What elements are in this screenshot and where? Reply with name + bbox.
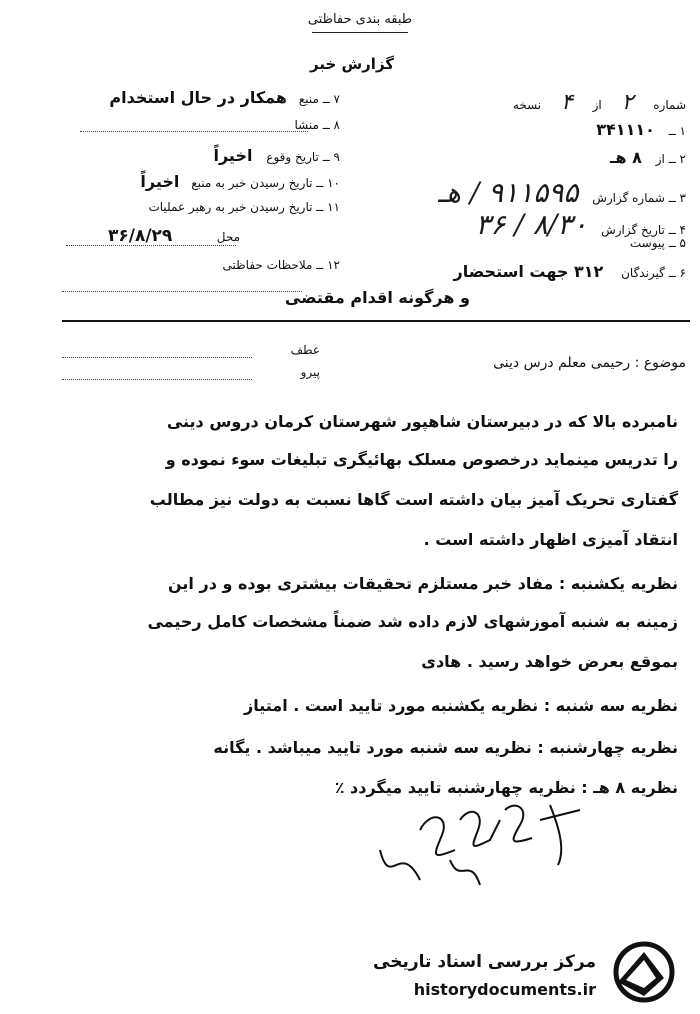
field-number-label: شماره [653, 98, 686, 112]
field-number-value: ۲ [621, 90, 634, 115]
reference-atf-dots [62, 356, 252, 358]
subject-line: موضوع : رحیمی معلم درس دینی [493, 355, 686, 371]
field-attachment-label: ۵ ــ پیوست [629, 236, 686, 250]
field-report-number-label: ۳ ــ شماره گزارش [592, 191, 686, 205]
field-source-value: همکار در حال استخدام [109, 88, 287, 107]
field-source-receipt-date [140, 172, 340, 191]
field-occurrence-date-label: ۹ ــ تاریخ وقوع [266, 150, 340, 164]
field-report-number [438, 176, 686, 209]
header-divider [62, 320, 690, 322]
field-source [109, 88, 340, 107]
field-place-label: محل [216, 230, 240, 244]
report-title: گزارش خبر [309, 55, 395, 73]
field-from [610, 148, 686, 167]
field-1-label: ۱ ــ [668, 124, 686, 138]
body-line: نظریه یکشنبه : مفاد خبر مستلزم تحقیقات بیشتری بوده و در این [168, 574, 678, 593]
field-from-label: ۲ ــ از [655, 152, 686, 166]
field-occurrence-date-value: اخیراً [213, 146, 253, 165]
body-line: گفتاری تحریک آمیز بیان داشته است گاها نسبت به دولت نیز مطالب [149, 490, 678, 509]
field-of-label: از [592, 98, 602, 112]
field-report-date-value: ۸/۳۰ / ۳۶ [475, 208, 588, 241]
field-recipients-continuation: و هرگونه اقدام مقتضی [284, 288, 470, 307]
field-1-value: ۳۴۱۱۱۰ [596, 120, 655, 139]
field-report-number-value: ۹۱۱۵۹۵ / هـ [437, 176, 579, 209]
field-occurrence-date [213, 146, 340, 165]
field-copy-number [513, 90, 686, 115]
body-line: زمینه به شنبه آموزشهای لازم داده شد ضمناً مشخصات کامل رحیمی [147, 612, 678, 631]
field-place [217, 230, 240, 244]
field-recipients-label: ۶ ــ گیرندگان [621, 266, 686, 280]
reference-atf-label: عطف [290, 343, 320, 357]
field-source-receipt-date-label: ۱۰ ــ تاریخ رسیدن خبر به منبع [191, 176, 340, 190]
body-line: نظریه سه شنبه : نظریه یکشنبه مورد تایید است . امتیاز [244, 696, 678, 715]
body-line: بموقع بعرض خواهد رسید . هادی [421, 652, 678, 671]
body-line: نظریه چهارشنبه : نظریه سه شنبه مورد تایید میباشد . یگانه [213, 738, 678, 757]
field-origin-label: ۸ ــ منشا [294, 118, 340, 132]
field-from-value: ۸ هـ [610, 148, 642, 167]
field-copy-label: نسخه [512, 98, 542, 112]
field-security-notes-label: ۱۲ ــ ملاحظات حفاظتی [222, 258, 340, 272]
field-report-date-label: ۴ ــ تاریخ گزارش [601, 223, 686, 237]
field-1 [596, 120, 686, 139]
body-line: نظریه ۸ هـ : نظریه چهارشنبه تایید میگردد ٪ [334, 778, 678, 797]
field-place-value: ۳۶/۸/۲۹ [108, 226, 173, 246]
watermark-site: historydocuments.ir [413, 980, 596, 999]
handwritten-signature [360, 790, 600, 900]
archive-logo-icon [604, 938, 682, 1004]
field-of-value: ۴ [560, 90, 573, 115]
field-attachment [630, 236, 686, 250]
field-place-dots [66, 244, 236, 246]
field-security-notes [223, 258, 341, 272]
watermark-org-name: مرکز بررسی اسناد تاریخی [373, 952, 596, 972]
classification-underline [312, 32, 408, 33]
body-line: نامبرده بالا که در دبیرستان شاهپور شهرستان کرمان دروس دینی [166, 412, 678, 431]
field-security-notes-dots [62, 290, 302, 292]
field-origin-dots [80, 130, 308, 132]
field-recipients-value: ۳۱۲ جهت استحضار [453, 262, 604, 281]
body-line: را تدریس مینماید درخصوص مسلک بهائیگری تبلیغات سوء نموده و [165, 450, 678, 469]
field-operation-receipt-date-label: ۱۱ ــ تاریخ رسیدن خبر به رهبر عملیات [148, 200, 340, 214]
classification-label: طبقه بندی حفاظتی [307, 12, 413, 27]
field-source-label: ۷ ــ منبع [298, 92, 340, 106]
body-line: انتقاد آمیزی اظهار داشته است . [423, 530, 678, 549]
reference-peyro-dots [62, 378, 252, 380]
field-recipients [454, 262, 686, 281]
field-source-receipt-date-value: اخیراً [140, 172, 180, 191]
reference-peyro-label: پیرو [300, 365, 320, 379]
field-operation-receipt-date [148, 200, 340, 214]
